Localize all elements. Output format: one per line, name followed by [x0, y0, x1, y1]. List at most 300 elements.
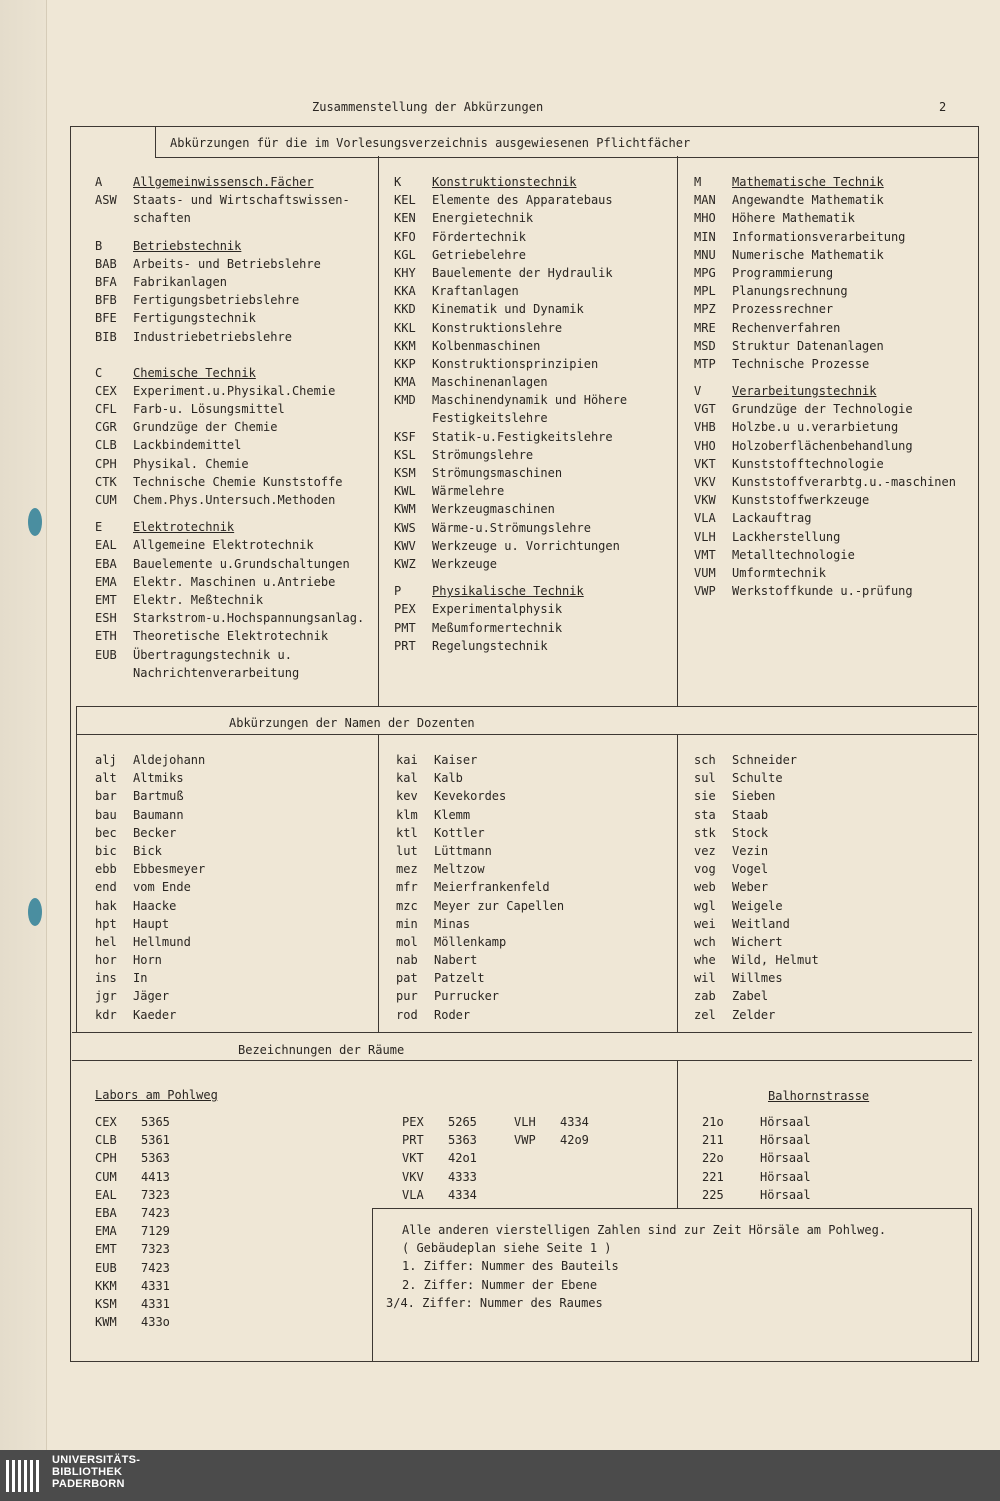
abbreviation-text: Getriebelehre [432, 247, 526, 262]
room-code: 21o [702, 1115, 724, 1129]
abbreviation-text: Meierfrankenfeld [434, 880, 550, 895]
abbreviation-text: Schulte [732, 771, 783, 786]
abbreviation-code: PRT [394, 638, 416, 653]
abbreviation-row [95, 646, 364, 664]
abbreviation-row [694, 751, 819, 769]
abbreviation-text: Jäger [133, 989, 170, 1004]
abbreviation-text: Vogel [732, 862, 769, 877]
abbreviation-text: Kaiser [434, 753, 478, 767]
library-logo-icon [4, 1456, 48, 1494]
abbreviation-text: Werkzeugmaschinen [432, 502, 555, 517]
abbreviation-code: hel [95, 934, 117, 949]
abbreviation-text: Staab [732, 807, 769, 822]
abbreviation-text: Zabel [732, 989, 769, 1004]
abbreviation-code [95, 664, 133, 682]
abbreviation-text: Weber [732, 880, 769, 895]
abbreviation-code: CFL [95, 402, 117, 417]
abbreviation-text: Allgemeine Elektrotechnik [133, 538, 314, 553]
abbreviation-text: Theoretische Elektrotechnik [133, 629, 329, 644]
subjects-col-divider-2 [677, 156, 678, 706]
abbreviation-row [95, 573, 364, 591]
abbreviation-code: E [95, 520, 103, 535]
abbreviation-text: Becker [133, 825, 177, 840]
spacer [95, 228, 364, 237]
room-number: 42o1 [448, 1151, 477, 1166]
abbreviation-text: Weitland [732, 916, 790, 931]
abbreviation-code: KSM [394, 466, 416, 480]
abbreviation-row [95, 987, 205, 1005]
abbreviation-text: Metalltechnologie [732, 547, 855, 562]
abbreviation-text: vom Ende [133, 880, 191, 895]
abbreviation-text: Angewandte Mathematik [732, 193, 884, 208]
abbreviation-text: Staats- und Wirtschaftswissen- [133, 193, 350, 208]
abbreviation-text: Experiment.u.Physikal.Chemie [133, 383, 336, 398]
room-row [95, 1240, 170, 1258]
abbreviation-text: Elemente des Apparatebaus [432, 193, 613, 208]
abbreviation-code: bau [95, 807, 117, 822]
abbreviation-code: VKT [694, 456, 716, 471]
punch-hole-bottom [28, 898, 42, 926]
abbreviation-row [394, 264, 627, 282]
room-code: 211 [702, 1133, 724, 1148]
abbreviation-code: stk [694, 825, 716, 840]
abbreviation-code: web [694, 880, 716, 895]
library-name-line: UNIVERSITÄTS- [52, 1454, 141, 1466]
abbreviation-text: Wärme-u.Strömungslehre [432, 520, 591, 535]
abbreviation-code: wch [694, 934, 716, 949]
abbreviation-text: Technische Prozesse [732, 356, 870, 371]
abbreviation-row [394, 555, 627, 573]
group-heading [394, 173, 627, 191]
abbreviation-row [394, 464, 627, 482]
abbreviation-row [694, 264, 956, 282]
abbreviation-code: MPL [694, 284, 716, 299]
abbreviation-code: KMA [394, 375, 416, 390]
spacer [95, 346, 364, 355]
abbreviation-text: Holzoberflächenbehandlung [732, 438, 913, 453]
abbreviation-text: Horn [133, 953, 162, 968]
abbreviation-text: Maschinendynamik und Höhere [432, 393, 628, 408]
library-footer [0, 1450, 1000, 1501]
abbreviation-text: Wärmelehre [432, 484, 505, 499]
abbreviation-code: ESH [95, 611, 117, 626]
room-number: 4331 [141, 1278, 170, 1293]
pohlweg-rooms-col-1 [95, 1113, 170, 1331]
room-number: 433o [141, 1315, 170, 1330]
abbreviation-code: PEX [394, 602, 416, 617]
abbreviation-text: Bick [133, 843, 162, 858]
abbreviation-text: Grundzüge der Chemie [133, 420, 278, 435]
abbreviation-row [394, 500, 627, 518]
room-row [702, 1131, 811, 1149]
abbreviation-text: Stock [732, 825, 769, 840]
abbreviation-text: Chemische Technik [133, 365, 256, 380]
room-number: 7323 [141, 1187, 170, 1202]
abbreviation-code: mol [396, 934, 418, 949]
abbreviation-row [394, 482, 627, 500]
abbreviation-row [694, 878, 819, 896]
room-number: Hörsaal [760, 1133, 811, 1148]
room-code: PEX [402, 1115, 424, 1129]
abbreviation-code: KFO [394, 229, 416, 244]
abbreviation-row [694, 969, 819, 987]
room-row [95, 1131, 170, 1149]
abbreviation-row [394, 409, 627, 427]
abbreviation-code: ASW [95, 193, 117, 208]
abbreviation-row [396, 951, 564, 969]
room-row [402, 1113, 477, 1131]
subjects-col-3 [694, 173, 956, 600]
abbreviation-code: MRE [694, 320, 716, 335]
abbreviation-code: hpt [95, 916, 117, 931]
abbreviation-row [95, 897, 205, 915]
abbreviation-code: BFA [95, 274, 117, 289]
abbreviation-row [394, 600, 627, 618]
note-line: 2. Ziffer: Nummer der Ebene [402, 1277, 598, 1292]
note-line: ( Gebäudeplan siehe Seite 1 ) [402, 1241, 612, 1256]
abbreviation-text: Meyer zur Capellen [434, 898, 565, 913]
abbreviation-row [694, 951, 819, 969]
abbreviation-code: KSL [394, 447, 416, 462]
abbreviation-code: KEL [394, 193, 416, 208]
abbreviation-code: KWM [394, 502, 416, 517]
abbreviation-row [95, 842, 205, 860]
room-number: 7323 [141, 1242, 170, 1257]
abbreviation-row [396, 769, 564, 787]
abbreviation-text: Lackauftrag [732, 511, 812, 526]
room-code: VKT [402, 1151, 424, 1166]
abbreviation-text: Baumann [133, 807, 184, 822]
abbreviation-code: M [694, 175, 702, 189]
abbreviation-code: K [394, 175, 402, 189]
abbreviation-code: sta [694, 807, 716, 822]
abbreviation-row [95, 491, 364, 509]
abbreviation-text: Betriebstechnik [133, 238, 242, 253]
abbreviation-row [95, 400, 364, 418]
abbreviation-text: Werkzeuge u. Vorrichtungen [432, 538, 620, 553]
abbreviation-text: Werkzeuge [432, 556, 498, 571]
abbreviation-row [396, 860, 564, 878]
abbreviation-row [394, 391, 627, 409]
room-row [95, 1259, 170, 1277]
abbreviation-text: schaften [133, 211, 191, 226]
abbreviation-code: P [394, 584, 402, 599]
abbreviation-row [694, 769, 819, 787]
lecturers-title: Abkürzungen der Namen der Dozenten [229, 716, 475, 730]
abbreviation-row [394, 519, 627, 537]
abbreviation-code: VMT [694, 547, 716, 562]
abbreviation-text: Meltzow [434, 862, 485, 877]
library-name-line: BIBLIOTHEK [52, 1466, 123, 1478]
room-row [95, 1168, 170, 1186]
abbreviation-row [396, 878, 564, 896]
abbreviation-text: Chem.Phys.Untersuch.Methoden [133, 493, 336, 507]
abbreviation-row [396, 987, 564, 1005]
abbreviation-text: Elektr. Maschinen u.Antriebe [133, 574, 336, 589]
abbreviation-text: Rechenverfahren [732, 320, 841, 335]
room-code: 22o [702, 1151, 724, 1166]
abbreviation-row [694, 915, 819, 933]
room-row [514, 1131, 589, 1149]
abbreviation-code: KKD [394, 302, 416, 317]
abbreviation-code: VLH [694, 529, 716, 544]
room-row [702, 1113, 811, 1131]
abbreviation-code: KWZ [394, 556, 416, 571]
room-row [95, 1204, 170, 1222]
abbreviation-text: Altmiks [133, 771, 184, 786]
room-row [702, 1168, 811, 1186]
abbreviation-text: Möllenkamp [434, 934, 507, 949]
abbreviation-row [394, 319, 627, 337]
abbreviation-code: kal [396, 771, 418, 786]
abbreviation-text: Höhere Mathematik [732, 211, 855, 226]
room-number: Hörsaal [760, 1187, 811, 1202]
abbreviation-code: CTK [95, 474, 117, 489]
abbreviation-code: zab [694, 989, 716, 1004]
abbreviation-row [396, 897, 564, 915]
abbreviation-code: vez [694, 843, 716, 858]
room-row [402, 1131, 477, 1149]
abbreviation-row [95, 455, 364, 473]
abbreviation-text: Kunststofftechnologie [732, 456, 884, 471]
abbreviation-text: Industriebetriebslehre [133, 329, 292, 344]
abbreviation-code: A [95, 175, 103, 189]
subjects-title: Abkürzungen für die im Vorlesungsverzeichnis ausgewiesenen Pflichtfächer [170, 136, 691, 150]
abbreviation-text: Kraftanlagen [432, 284, 519, 299]
abbreviation-text: Struktur Datenanlagen [732, 338, 884, 353]
abbreviation-code: pur [396, 989, 418, 1004]
library-name-line: PADERBORN [52, 1478, 125, 1490]
room-number: 5361 [141, 1133, 170, 1148]
abbreviation-code: ins [95, 971, 117, 986]
abbreviation-row [394, 446, 627, 464]
abbreviation-code: kev [396, 789, 418, 804]
abbreviation-code: KHY [394, 265, 416, 280]
abbreviation-row [396, 806, 564, 824]
abbreviation-code: ETH [95, 629, 117, 644]
rooms-title: Bezeichnungen der Räume [238, 1043, 405, 1057]
abbreviation-text: Vezin [732, 843, 769, 858]
abbreviation-code: EMT [95, 592, 117, 607]
abbreviation-code: MTP [694, 356, 716, 371]
abbreviation-text: Starkstrom-u.Hochspannungsanlag. [133, 611, 365, 626]
abbreviation-row [694, 491, 956, 509]
abbreviation-row [394, 355, 627, 373]
abbreviation-code: KKL [394, 320, 416, 335]
abbreviation-text: Fabrikanlagen [133, 274, 227, 289]
abbreviation-code: hak [95, 898, 117, 913]
room-number: 5363 [141, 1151, 170, 1166]
abbreviation-row [396, 787, 564, 805]
abbreviation-row [95, 309, 364, 327]
abbreviation-text: Kinematik und Dynamik [432, 302, 584, 317]
room-number: 4333 [448, 1169, 477, 1184]
room-number: 42o9 [560, 1133, 589, 1148]
abbreviation-text: Ebbesmeyer [133, 862, 206, 877]
abbreviation-row [394, 537, 627, 555]
abbreviation-text: Kottler [434, 825, 485, 840]
abbreviation-code: pat [396, 971, 418, 986]
abbreviation-text: Informationsverarbeitung [732, 229, 906, 244]
room-code: EUB [95, 1260, 117, 1275]
room-code: EAL [95, 1187, 117, 1202]
abbreviation-text: Kevekordes [434, 789, 507, 804]
abbreviation-text: Kunststoffverarbtg.u.-maschinen [732, 475, 956, 489]
room-number: 7423 [141, 1260, 170, 1275]
abbreviation-code: CLB [95, 438, 117, 453]
abbreviation-row [694, 473, 956, 491]
abbreviation-text: Maschinenanlagen [432, 375, 548, 390]
lecturers-left-edge [76, 706, 77, 1032]
spacer [694, 373, 956, 382]
abbreviation-code: hor [95, 953, 117, 968]
abbreviation-row [394, 337, 627, 355]
abbreviation-text: Sieben [732, 789, 776, 804]
note-line: 3/4. Ziffer: Nummer des Raumes [386, 1295, 603, 1310]
abbreviation-code: ktl [396, 825, 418, 840]
room-number: 4413 [141, 1169, 170, 1184]
abbreviation-text: Planungsrechnung [732, 284, 848, 299]
abbreviation-text: Meßumformertechnik [432, 620, 563, 635]
abbreviation-code: VKW [694, 493, 716, 508]
abbreviation-code: VGT [694, 402, 716, 417]
abbreviation-row [396, 969, 564, 987]
abbreviation-code: kdr [95, 1007, 117, 1022]
room-code: CLB [95, 1133, 117, 1148]
abbreviation-row [694, 509, 956, 527]
abbreviation-text: Festigkeitslehre [432, 411, 548, 426]
abbreviation-code: KSF [394, 429, 416, 444]
abbreviation-text: Konstruktionsprinzipien [432, 356, 599, 371]
abbreviation-text: Aldejohann [133, 753, 206, 767]
group-heading [694, 173, 956, 191]
abbreviation-text: Konstruktionstechnik [432, 175, 577, 189]
abbreviation-code: CGR [95, 420, 117, 435]
abbreviation-row [95, 878, 205, 896]
abbreviation-code: VLA [694, 511, 716, 526]
lecturers-col-1 [95, 751, 205, 1024]
abbreviation-code: mez [396, 862, 418, 877]
abbreviation-row [394, 282, 627, 300]
abbreviation-text: Hellmund [133, 934, 191, 949]
abbreviation-row [396, 842, 564, 860]
abbreviation-code: EUB [95, 647, 117, 662]
abbreviation-row [394, 373, 627, 391]
abbreviation-code: end [95, 880, 117, 895]
abbreviation-text: Klemm [434, 807, 471, 822]
room-number: 5363 [448, 1133, 477, 1148]
abbreviation-row [95, 255, 364, 273]
abbreviation-row [694, 897, 819, 915]
room-number: 4334 [448, 1187, 477, 1202]
room-code: VLH [514, 1115, 536, 1129]
abbreviation-text: Physikal. Chemie [133, 456, 249, 471]
abbreviation-code: CUM [95, 493, 117, 507]
abbreviation-code: bic [95, 843, 117, 858]
abbreviation-code: BIB [95, 329, 117, 344]
abbreviation-text: Kunststoffwerkzeuge [732, 493, 870, 508]
abbreviation-code: alt [95, 771, 117, 786]
room-number: 5265 [448, 1115, 477, 1129]
abbreviation-text: Roder [434, 1007, 471, 1022]
abbreviation-code: KKM [394, 338, 416, 353]
abbreviation-code: lut [396, 843, 418, 858]
abbreviation-code: EBA [95, 556, 117, 571]
room-code: VWP [514, 1133, 536, 1148]
abbreviation-code: rod [396, 1007, 418, 1022]
room-number: 4334 [560, 1115, 589, 1129]
page-number: 2 [939, 100, 947, 114]
abbreviation-row [95, 951, 205, 969]
abbreviation-text: Schneider [732, 753, 798, 767]
abbreviation-row [394, 209, 627, 227]
abbreviation-code: bec [95, 825, 117, 840]
abbreviation-code: MAN [694, 193, 716, 208]
room-number: Hörsaal [760, 1115, 811, 1129]
abbreviation-row [95, 915, 205, 933]
room-row [402, 1168, 477, 1186]
room-row [95, 1186, 170, 1204]
abbreviation-row [95, 787, 205, 805]
abbreviation-text: Haupt [133, 916, 170, 931]
abbreviation-code: VWP [694, 584, 716, 599]
abbreviation-row [694, 806, 819, 824]
abbreviation-code: alj [95, 753, 117, 767]
spacer [394, 573, 627, 582]
abbreviation-row [694, 355, 956, 373]
abbreviation-code: V [694, 384, 702, 399]
abbreviation-text: Elektr. Meßtechnik [133, 592, 264, 607]
abbreviation-code: CPH [95, 456, 117, 471]
abbreviation-row [394, 246, 627, 264]
room-code: CEX [95, 1115, 117, 1129]
page-title: Zusammenstellung der Abkürzungen [312, 100, 544, 114]
group-heading [394, 582, 627, 600]
abbreviation-row [694, 246, 956, 264]
abbreviation-text: Strömungsmaschinen [432, 466, 563, 480]
abbreviation-text: Experimentalphysik [432, 602, 563, 617]
lecturers-col-3 [694, 751, 819, 1024]
room-code: EMT [95, 1242, 117, 1257]
abbreviation-row [95, 933, 205, 951]
note-line: Alle anderen vierstelligen Zahlen sind zur Zeit Hörsäle am Pohlweg. [402, 1223, 887, 1237]
abbreviation-row [694, 1006, 819, 1024]
abbreviation-code: KWL [394, 484, 416, 499]
subjects-col-divider-1 [378, 156, 379, 706]
abbreviation-row [95, 664, 364, 682]
abbreviation-code: BFB [95, 293, 117, 308]
abbreviation-text: Allgemeinwissensch.Fächer [133, 175, 314, 189]
abbreviation-text: Bauelemente der Hydraulik [432, 265, 613, 280]
abbreviation-row [394, 191, 627, 209]
abbreviation-row [95, 382, 364, 400]
abbreviation-text: Grundzüge der Technologie [732, 402, 913, 417]
abbreviation-row [394, 300, 627, 318]
abbreviation-code: KGL [394, 247, 416, 262]
abbreviation-code: BAB [95, 256, 117, 271]
room-code: VKV [402, 1169, 424, 1184]
abbreviation-row [396, 1006, 564, 1024]
abbreviation-row [95, 627, 364, 645]
abbreviation-text: Statik-u.Festigkeitslehre [432, 429, 613, 444]
abbreviation-row [694, 528, 956, 546]
room-row [402, 1149, 477, 1167]
abbreviation-text: Mathematische Technik [732, 175, 884, 189]
room-code: PRT [402, 1133, 424, 1148]
lecturers-col-divider-2 [677, 734, 678, 1032]
abbreviation-text: Übertragungstechnik u. [133, 647, 292, 662]
abbreviation-code: VKV [694, 475, 716, 489]
